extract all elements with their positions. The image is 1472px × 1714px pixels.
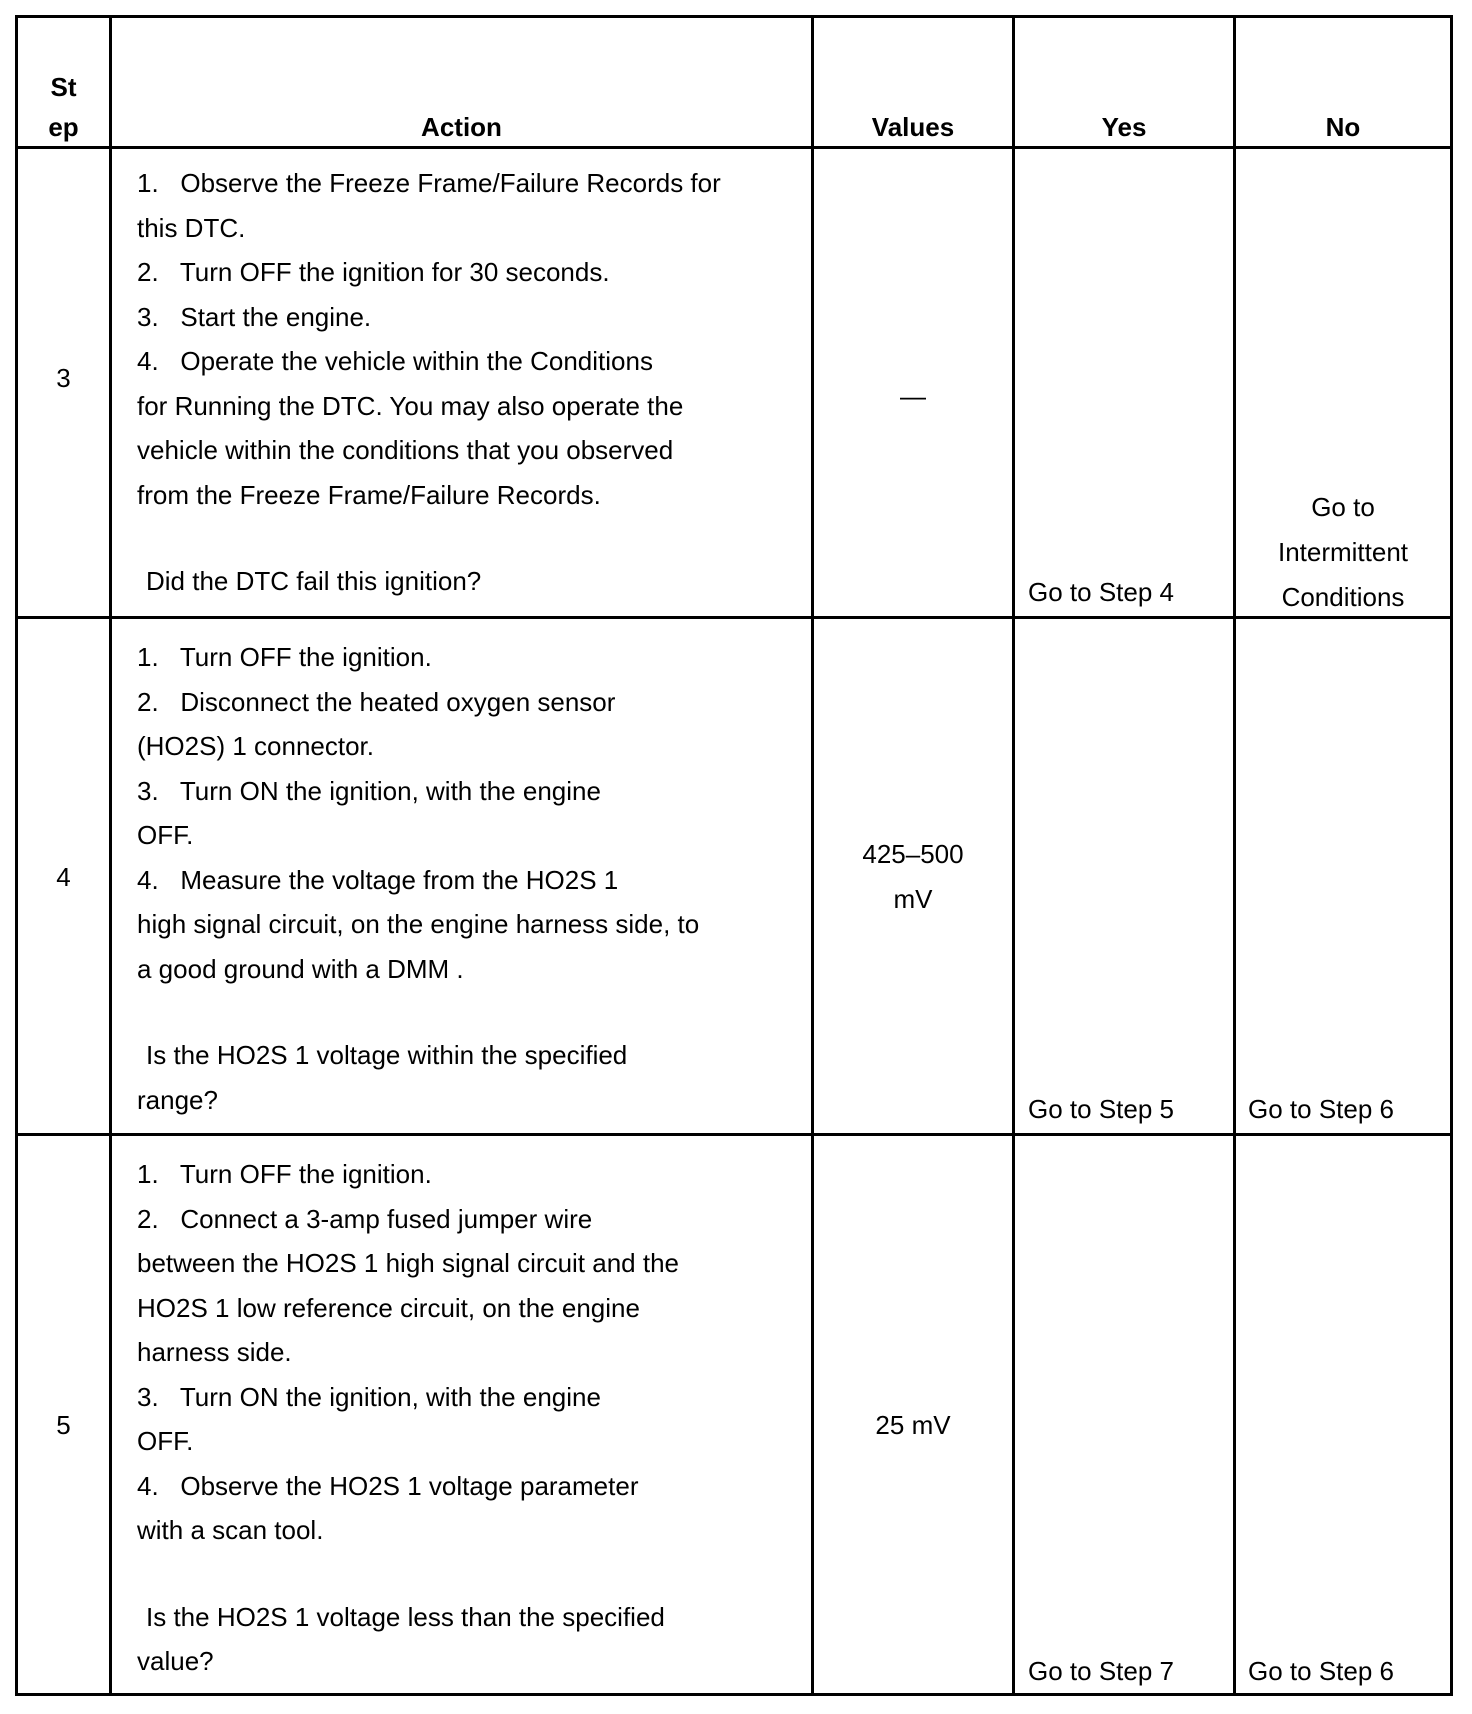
row-3-action-line: 4. Operate the vehicle within the Conditions: [137, 346, 653, 376]
divider-step-action: [109, 15, 112, 1696]
spacer: [137, 1553, 807, 1595]
row-4-action-line: 3. Turn ON the ignition, with the engine: [137, 775, 601, 806]
row-3-action-line: for Running the DTC. You may also operate the: [137, 390, 684, 421]
header-step-line1: St: [50, 72, 77, 102]
row-3-no-line: Intermittent: [1277, 537, 1409, 567]
row-4-step: 4: [56, 862, 71, 892]
row-5-action-line: OFF.: [137, 1426, 194, 1456]
row-5-action-line: 1. Turn OFF the ignition.: [137, 1159, 432, 1189]
divider-values-yes: [1012, 15, 1015, 1696]
row-5-no: Go to Step 6: [1248, 1656, 1394, 1686]
row-4-yes: Go to Step 5: [1028, 1094, 1174, 1124]
row-3-value: —: [900, 381, 926, 411]
header-values: Values: [871, 112, 955, 142]
row-3-action-line: 3. Start the engine.: [137, 301, 372, 332]
divider-yes-no: [1233, 15, 1236, 1696]
row-5-step: 5: [56, 1410, 71, 1440]
row-divider-4-5: [15, 1133, 1453, 1136]
row-5-action-line: 3. Turn ON the ignition, with the engine: [137, 1381, 601, 1412]
row-5-action-line: with a scan tool.: [137, 1515, 324, 1545]
row-4-value-line: 425–500: [862, 839, 964, 869]
row-4-no: Go to Step 6: [1248, 1094, 1394, 1124]
border-bottom: [15, 1693, 1453, 1696]
row-5-action-line: 2. Connect a 3-amp fused jumper wire: [137, 1203, 593, 1234]
row-3-action-line: vehicle within the conditions that you observed: [137, 435, 674, 465]
diagnostic-table: [15, 15, 1453, 1696]
row-5-value: 25 mV: [875, 1410, 951, 1440]
row-4-question: Is the HO2S 1 voltage within the specified: [146, 1040, 628, 1070]
row-3-question: Did the DTC fail this ignition?: [146, 566, 482, 596]
spacer: [137, 991, 807, 1033]
row-3-action-line: 1. Observe the Freeze Frame/Failure Records for: [137, 168, 721, 198]
row-4-value: [814, 832, 1012, 922]
row-4-question: range?: [137, 1084, 218, 1115]
row-3-no: [1236, 485, 1450, 620]
row-3-no-line: Conditions: [1281, 582, 1405, 612]
row-5-action-line: harness side.: [137, 1337, 292, 1367]
row-3-action: [137, 161, 807, 604]
header-no: No: [1325, 112, 1361, 142]
row-3-action-line: 2. Turn OFF the ignition for 30 seconds.: [137, 257, 610, 287]
spacer: [137, 517, 807, 559]
row-4-action-line: 2. Disconnect the heated oxygen sensor: [137, 686, 616, 717]
row-5-action-line: 4. Observe the HO2S 1 voltage parameter: [137, 1470, 639, 1501]
row-4-action-line: 4. Measure the voltage from the HO2S 1: [137, 864, 619, 895]
row-4-action-line: high signal circuit, on the engine harness side, to: [137, 909, 700, 939]
row-4-action: [137, 635, 807, 1122]
row-3-action-line: this DTC.: [137, 212, 246, 243]
header-step-line2: ep: [48, 112, 79, 142]
row-3-no-line: Go to: [1311, 492, 1375, 522]
row-5-action: [137, 1152, 807, 1684]
header-action: Action: [421, 112, 502, 142]
row-3-step: 3: [56, 363, 71, 393]
header-step: [18, 67, 109, 147]
row-4-action-line: OFF.: [137, 820, 194, 850]
row-3-action-line: from the Freeze Frame/Failure Records.: [137, 479, 601, 510]
border-top: [15, 15, 1453, 18]
row-5-question: Is the HO2S 1 voltage less than the specified: [146, 1601, 665, 1632]
row-3-yes: Go to Step 4: [1028, 577, 1174, 607]
row-4-value-line: mV: [893, 884, 933, 914]
row-5-question: value?: [137, 1646, 214, 1676]
row-4-action-line: (HO2S) 1 connector.: [137, 731, 374, 761]
border-right: [1450, 15, 1453, 1696]
row-5-action-line: HO2S 1 low reference circuit, on the engine: [137, 1292, 640, 1323]
row-4-action-line: 1. Turn OFF the ignition.: [137, 642, 432, 672]
row-5-yes: Go to Step 7: [1028, 1656, 1174, 1686]
row-4-action-line: a good ground with a DMM .: [137, 953, 464, 984]
header-yes: Yes: [1101, 112, 1147, 142]
row-5-action-line: between the HO2S 1 high signal circuit and the: [137, 1248, 680, 1278]
